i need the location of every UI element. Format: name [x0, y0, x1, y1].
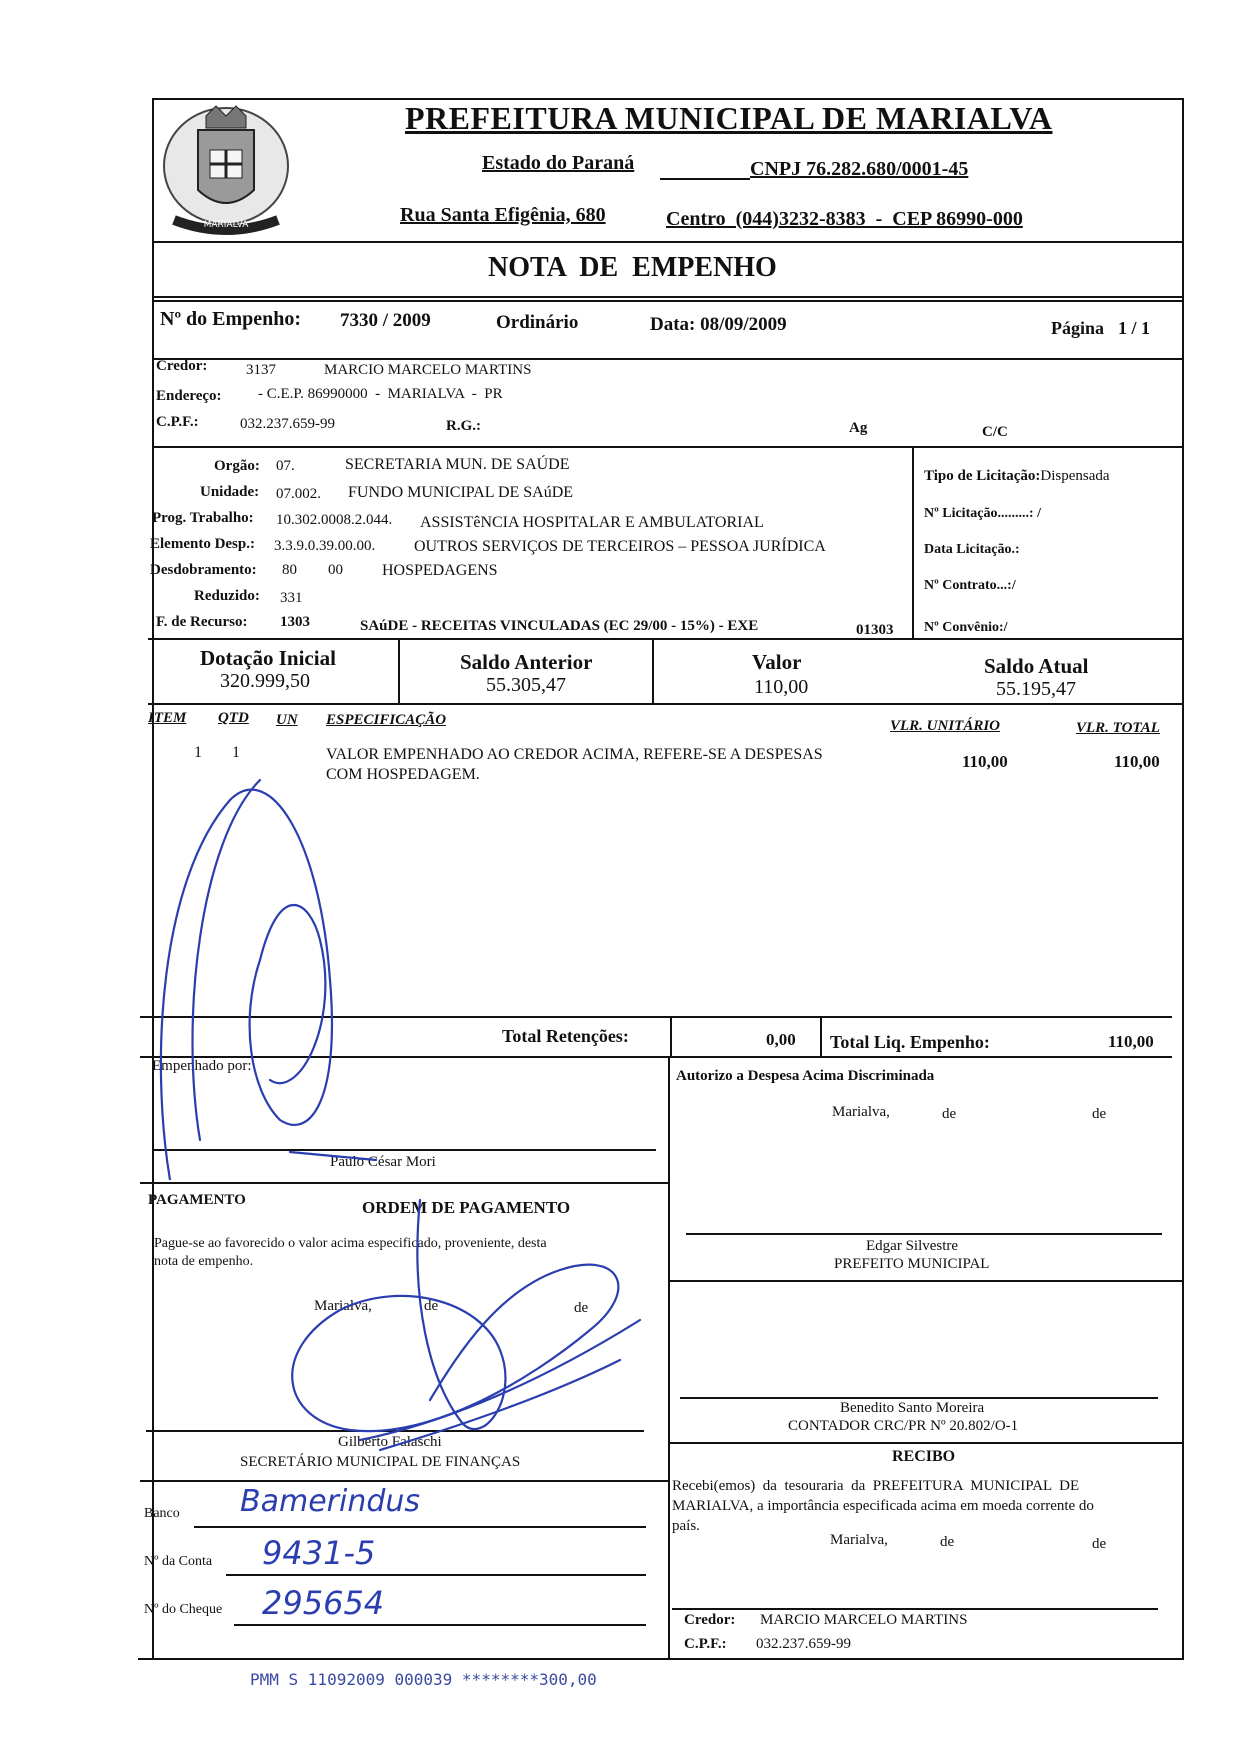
- conta-label: Nº da Conta: [144, 1554, 213, 1569]
- ordem-city: Marialva,: [314, 1298, 372, 1314]
- state-label: Estado do Paraná: [482, 152, 635, 174]
- cpf-value: 032.237.659-99: [240, 416, 335, 432]
- signature-empenhado: [140, 760, 380, 1180]
- recibo-city: Marialva,: [830, 1532, 888, 1548]
- elemento-label: Elemento Desp.:: [150, 536, 255, 552]
- licitacao-number: Nº Licitação.........: /: [924, 506, 1041, 521]
- prog-code: 10.302.0008.2.044.: [276, 512, 393, 528]
- orgao-label: Orgão:: [214, 458, 260, 474]
- col-vlr-total: VLR. TOTAL: [1076, 720, 1160, 736]
- autorizo-city: Marialva,: [832, 1104, 890, 1120]
- ordem-de-2: de: [574, 1300, 589, 1316]
- contador-name: Benedito Santo Moreira: [840, 1400, 985, 1416]
- saldo-atual-value: 55.195,47: [996, 678, 1076, 700]
- recibo-credor-value: MARCIO MARCELO MARTINS: [760, 1612, 968, 1628]
- page-label: Página: [1051, 318, 1105, 338]
- recibo-text-1: Recebi(emos) da tesouraria da PREFEITURA MUNICIPAL DE: [672, 1478, 1080, 1494]
- empenhado-por-name: Paulo César Mori: [330, 1154, 436, 1170]
- convenio-number: Nº Convênio:/: [924, 620, 1008, 635]
- recibo-cpf-value: 032.237.659-99: [756, 1636, 851, 1652]
- liquido-label: Total Liq. Empenho:: [830, 1032, 990, 1052]
- recibo-cpf-label: C.P.F.:: [684, 1636, 727, 1652]
- empenho-number: 7330 / 2009: [340, 310, 431, 331]
- autorizo-de-2: de: [1092, 1106, 1107, 1122]
- orgao-code: 07.: [276, 458, 295, 474]
- ag-label: Ag: [849, 420, 868, 436]
- orgao-name: SECRETARIA MUN. DE SAÚDE: [345, 456, 570, 473]
- fonte-label: F. de Recurso:: [156, 614, 248, 630]
- pague-text-2: nota de empenho.: [154, 1254, 254, 1269]
- cc-label: C/C: [982, 424, 1008, 440]
- tipo-licitacao-value: Dispensada: [1040, 468, 1110, 484]
- credor-code: 3137: [246, 362, 276, 378]
- col-especificacao: ESPECIFICAÇÃO: [326, 712, 447, 728]
- ordem-de-1: de: [424, 1298, 439, 1314]
- recibo-de-1: de: [940, 1534, 955, 1550]
- municipal-seal: [150, 90, 302, 240]
- seal-text: MARIALVA: [203, 220, 249, 230]
- reduzido-value: 331: [280, 590, 303, 606]
- saldo-anterior-label: Saldo Anterior: [460, 650, 593, 674]
- contrato-number: Nº Contrato...:/: [924, 578, 1016, 593]
- col-un: UN: [276, 712, 298, 728]
- signature-financas: [260, 1180, 660, 1480]
- banco-value: Bamerindus: [240, 1484, 421, 1519]
- fonte-number: 01303: [856, 622, 894, 638]
- desdobramento-label: Desdobramento:: [150, 562, 257, 578]
- prefeito-title: PREFEITO MUNICIPAL: [834, 1256, 990, 1272]
- desdobramento-a: 80: [282, 562, 297, 578]
- page-title: PREFEITURA MUNICIPAL DE MARIALVA: [405, 100, 1053, 136]
- document-title: NOTA DE EMPENHO: [488, 252, 777, 283]
- empenho-number-label: Nº do Empenho:: [160, 308, 302, 330]
- credor-label: Credor:: [156, 358, 208, 374]
- tipo-licitacao-key: Tipo de Licitação:: [924, 468, 1041, 484]
- item-unit-value: 110,00: [962, 752, 1008, 771]
- cnpj-label: CNPJ 76.282.680/0001-45: [750, 158, 969, 180]
- unidade-label: Unidade:: [200, 484, 260, 500]
- retencoes-label: Total Retenções:: [502, 1026, 629, 1046]
- col-vlr-unitario: VLR. UNITÁRIO: [890, 718, 1001, 734]
- recibo-text-3: país.: [672, 1518, 700, 1534]
- cheque-label: Nº do Cheque: [144, 1602, 223, 1617]
- page-number: 1 / 1: [1118, 318, 1151, 338]
- recibo-de-2: de: [1092, 1536, 1107, 1552]
- unidade-code: 07.002.: [276, 486, 321, 502]
- autorizo-de-1: de: [942, 1106, 957, 1122]
- tipo-licitacao-label: [924, 468, 1110, 485]
- empenho-date: Data: 08/09/2009: [650, 314, 787, 335]
- fonte-name: SAúDE - RECEITAS VINCULADAS (EC 29/00 - 15%) - EXE: [360, 618, 759, 634]
- ordem-pagamento-title: ORDEM DE PAGAMENTO: [362, 1198, 571, 1217]
- prog-label: Prog. Trabalho:: [152, 510, 254, 526]
- conta-value: 9431-5: [262, 1534, 376, 1572]
- autorizo-label: Autorizo a Despesa Acima Discriminada: [676, 1068, 935, 1084]
- endereco-label: Endereço:: [156, 388, 222, 404]
- elemento-name: OUTROS SERVIÇOS DE TERCEIROS – PESSOA JURÍDICA: [414, 538, 826, 555]
- saldo-anterior-value: 55.305,47: [486, 674, 566, 696]
- unidade-name: FUNDO MUNICIPAL DE SAúDE: [348, 484, 574, 501]
- cheque-value: 295654: [262, 1584, 385, 1622]
- licitacao-date: Data Licitação.:: [924, 542, 1020, 557]
- col-item: ITEM: [148, 710, 187, 726]
- item-total-value: 110,00: [1114, 752, 1160, 771]
- desdobramento-b: 00: [328, 562, 343, 578]
- cpf-label: C.P.F.:: [156, 414, 199, 430]
- contador-title: CONTADOR CRC/PR Nº 20.802/O-1: [788, 1418, 1019, 1434]
- recibo-text-2: MARIALVA, a importância especificada acima em moeda corrente do: [672, 1498, 1094, 1514]
- item-spec-line1: VALOR EMPENHADO AO CREDOR ACIMA, REFERE-SE A DESPESAS: [326, 746, 823, 763]
- col-qtd: QTD: [218, 710, 249, 726]
- reduzido-label: Reduzido:: [194, 588, 260, 604]
- rg-label: R.G.:: [446, 418, 481, 434]
- recibo-title: RECIBO: [892, 1448, 956, 1465]
- item-spec-line2: COM HOSPEDAGEM.: [326, 766, 480, 783]
- financas-title: SECRETÁRIO MUNICIPAL DE FINANÇAS: [240, 1454, 521, 1470]
- recibo-credor-label: Credor:: [684, 1612, 736, 1628]
- saldo-atual-label: Saldo Atual: [984, 654, 1089, 678]
- elemento-code: 3.3.9.0.39.00.00.: [274, 538, 376, 554]
- endereco-value: - C.E.P. 86990000 - MARIALVA - PR: [258, 386, 503, 402]
- desdobramento-name: HOSPEDAGENS: [382, 562, 498, 579]
- valor-value: 110,00: [754, 676, 809, 698]
- pague-text-1: Pague-se ao favorecido o valor acima especificado, proveniente, desta: [154, 1236, 547, 1251]
- item-number: 1: [194, 744, 202, 761]
- dotacao-label: Dotação Inicial: [200, 646, 336, 670]
- fonte-code: 1303: [280, 614, 310, 630]
- banco-label: Banco: [144, 1506, 180, 1521]
- retencoes-value: 0,00: [766, 1030, 796, 1049]
- pagamento-label: PAGAMENTO: [148, 1192, 246, 1208]
- prog-name: ASSISTêNCIA HOSPITALAR E AMBULATORIAL: [420, 514, 764, 531]
- valor-label: Valor: [752, 650, 802, 674]
- item-qtd: 1: [232, 744, 240, 761]
- credor-name: MARCIO MARCELO MARTINS: [324, 362, 532, 378]
- financas-name: Gilberto Falaschi: [338, 1434, 442, 1450]
- address-contact: Centro (044)3232-8383 - CEP 86990-000: [666, 208, 1023, 230]
- machine-stamp: PMM S 11092009 000039 ********300,00: [250, 1670, 597, 1689]
- liquido-value: 110,00: [1108, 1032, 1154, 1051]
- address-label: Rua Santa Efigênia, 680: [400, 204, 606, 226]
- empenhado-por-label: Empenhado por:: [152, 1058, 252, 1074]
- empenho-type: Ordinário: [496, 312, 579, 333]
- dotacao-value: 320.999,50: [220, 670, 310, 692]
- prefeito-name: Edgar Silvestre: [866, 1238, 959, 1254]
